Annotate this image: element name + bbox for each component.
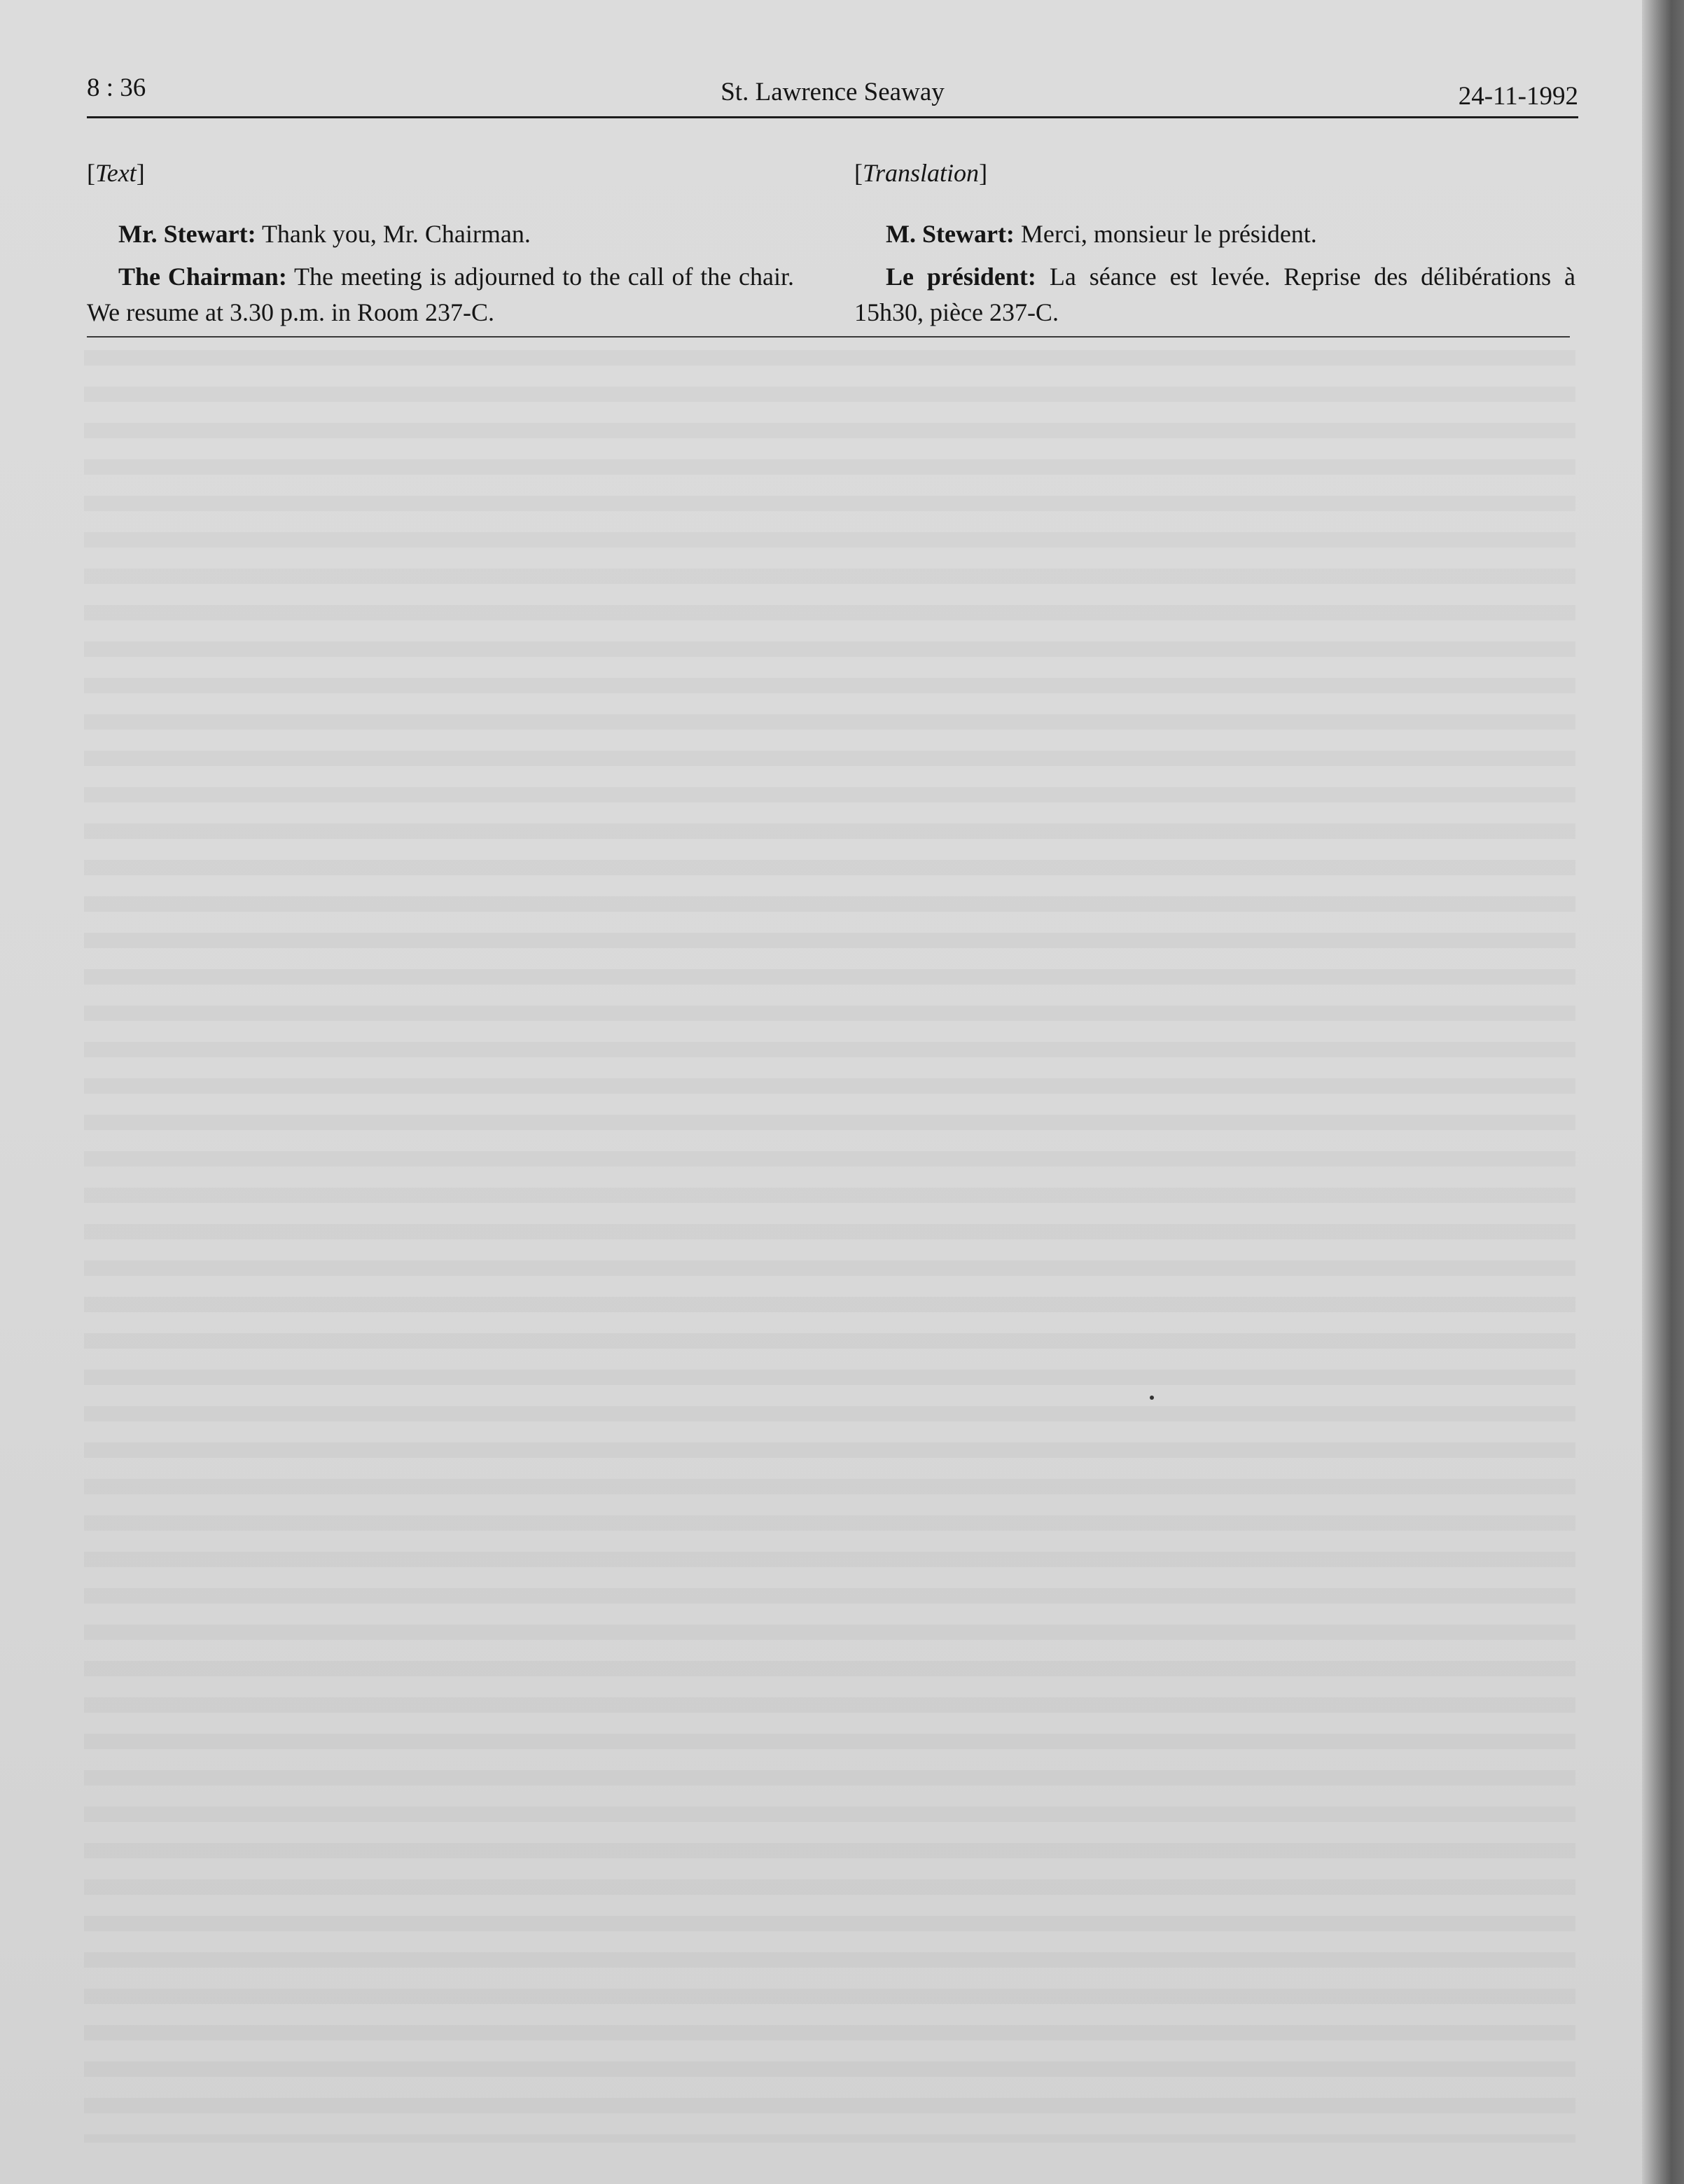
english-column xyxy=(87,155,794,338)
speaker-name: Le président: xyxy=(886,263,1036,291)
text-label-value: Text xyxy=(95,159,137,187)
page-date: 24-11-1992 xyxy=(1458,82,1578,111)
speaker-name: Mr. Stewart: xyxy=(118,220,256,248)
running-title: St. Lawrence Seaway xyxy=(721,78,945,106)
paragraph xyxy=(854,216,1575,252)
paragraph xyxy=(854,259,1575,331)
paragraph xyxy=(87,216,794,252)
speech-text: The meeting is adjourned to the call of the chair. We resume at 3.30 p.m. in Room 237-C. xyxy=(87,263,794,326)
section-divider-right xyxy=(821,336,1570,338)
speck xyxy=(1150,1396,1154,1400)
binding-edge xyxy=(1642,0,1684,2184)
section-divider-left xyxy=(87,336,821,338)
translation-label-value: Translation xyxy=(863,159,980,187)
bleed-through-text xyxy=(84,350,1575,2143)
speech-text: Thank you, Mr. Chairman. xyxy=(256,220,531,248)
translation-label: [Translation] xyxy=(854,159,988,187)
text-label: [Text] xyxy=(87,159,145,187)
page-header xyxy=(87,67,1578,118)
speech-text: Merci, monsieur le président. xyxy=(1014,220,1317,248)
speaker-name: M. Stewart: xyxy=(886,220,1015,248)
paragraph xyxy=(87,259,794,331)
page-number: 8 : 36 xyxy=(87,74,146,102)
french-column xyxy=(854,155,1575,338)
speech-text: La séance est levée. Reprise des délibérations à 15h30, pièce 237-C. xyxy=(854,263,1575,326)
speaker-name: The Chairman: xyxy=(118,263,287,291)
